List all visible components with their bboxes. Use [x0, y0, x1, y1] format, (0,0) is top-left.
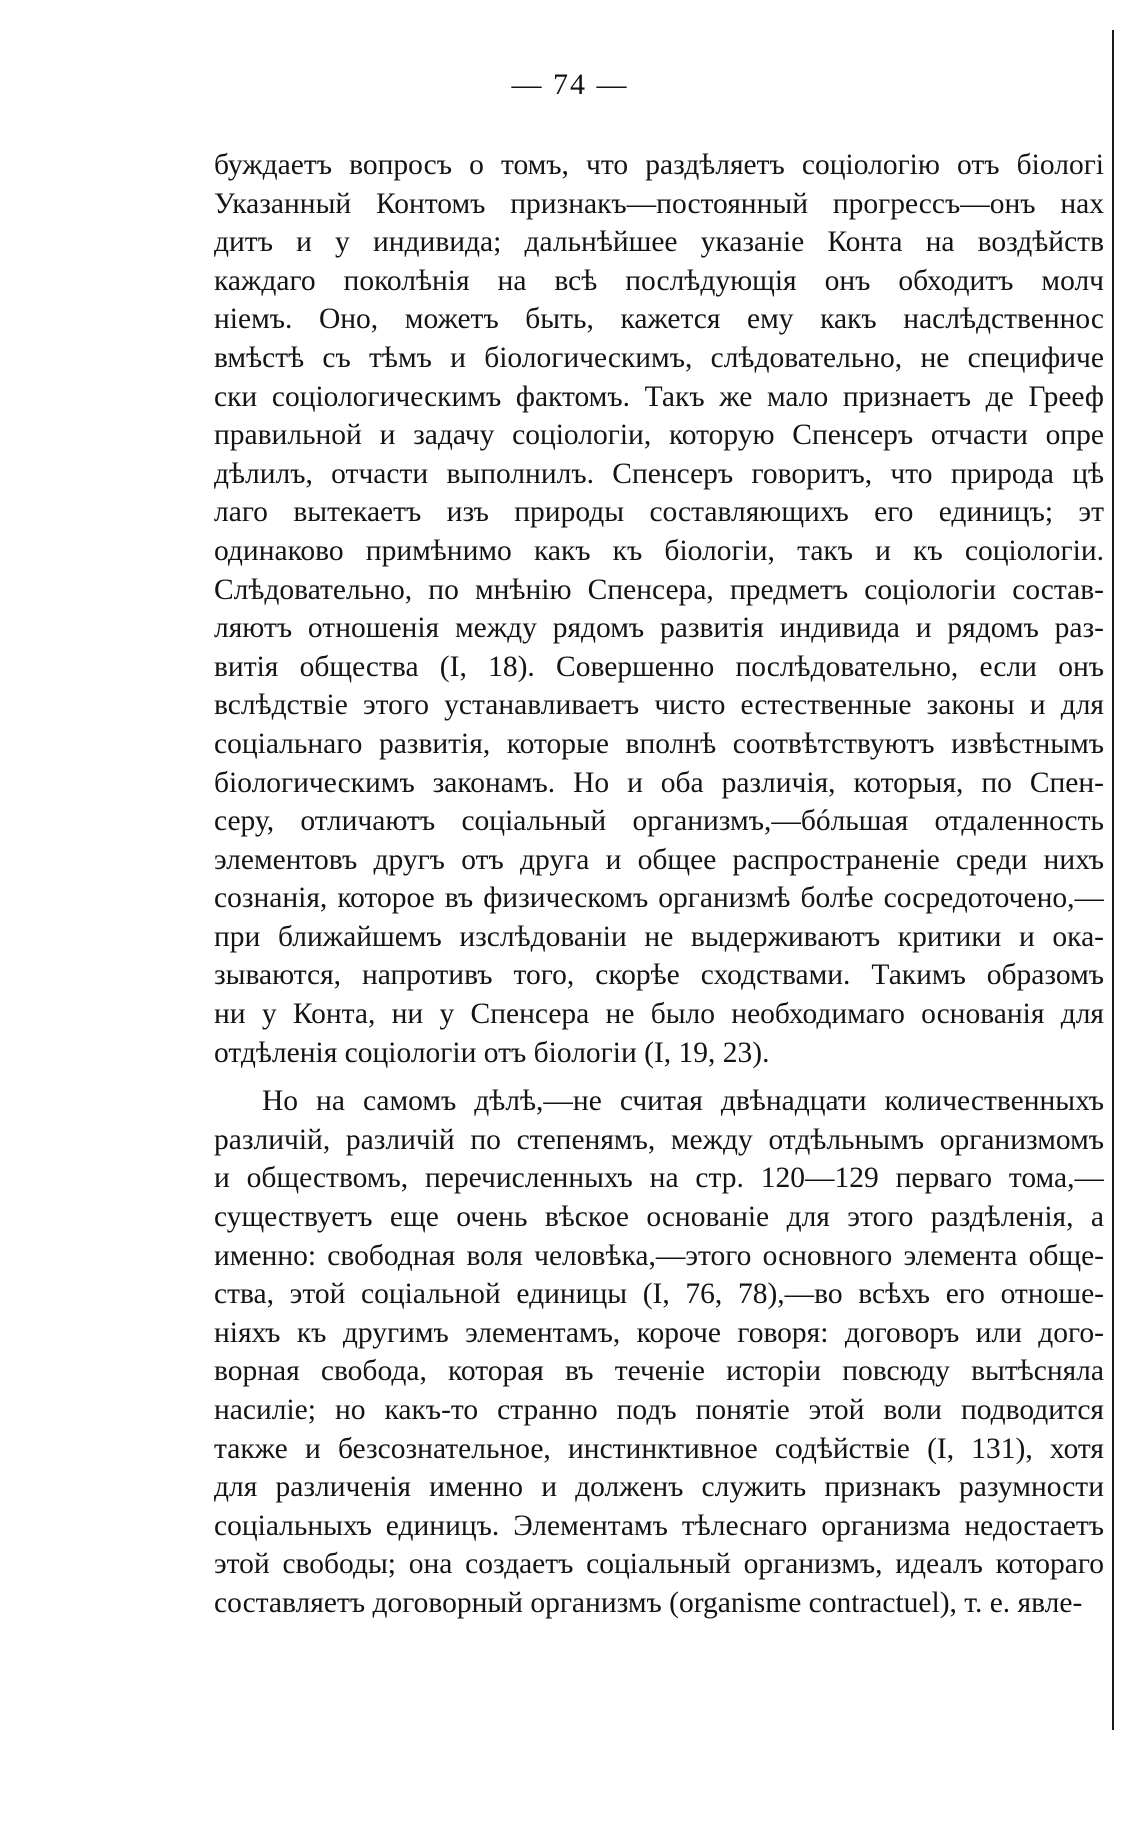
text-line: насиліе; но какъ-то странно подъ понятіе этой воли подводится — [214, 1394, 1104, 1426]
page-spine-edge — [1112, 30, 1114, 1730]
text-line: каждаго поколѣнія на всѣ послѣдующія онъ обходитъ молч — [214, 264, 1104, 297]
text-line: соціальнаго развитія, которые вполнѣ соотвѣтствуютъ извѣстнымъ — [214, 727, 1104, 760]
text-line: Но на самомъ дѣлѣ,—не считая двѣнадцати количественныхъ — [262, 1085, 1104, 1118]
text-line: ства, этой соціальной единицы (I, 76, 78),—во всѣхъ его отноше- — [214, 1278, 1104, 1311]
text-line: Указанный Контомъ признакъ—постоянный прогрессъ—онъ нах — [214, 187, 1104, 220]
text-line: дитъ и у индивида; дальнѣйшее указаніе Конта на воздѣйств — [214, 226, 1104, 259]
text-line: Слѣдовательно, по мнѣнію Спенсера, предметъ соціологіи состав- — [214, 573, 1104, 606]
text-line: ляютъ отношенія между рядомъ развитія индивида и рядомъ раз- — [214, 612, 1104, 645]
text-line: ніяхъ къ другимъ элементамъ, короче говоря: договоръ или дого- — [214, 1316, 1104, 1349]
text-line: лаго вытекаетъ изъ природы составляющихъ его единицъ; эт — [214, 496, 1104, 529]
page-number: — 74 — — [511, 68, 629, 101]
text-line: ворная свобода, которая въ теченіе исторіи повсюду вытѣсняла — [214, 1355, 1104, 1388]
text-line: существуетъ еще очень вѣское основаніе для этого раздѣленія, а — [214, 1201, 1104, 1234]
text-line: этой свободы; она создаетъ соціальный организмъ, идеалъ котораго — [214, 1548, 1104, 1581]
body-text — [214, 146, 1104, 1623]
text-line: и обществомъ, перечисленныхъ на стр. 120—129 перваго тома,— — [214, 1162, 1104, 1195]
text-line: также и безсознательное, инстинктивное содѣйствіе (I, 131), хотя — [214, 1432, 1104, 1465]
text-line: при ближайшемъ изслѣдованіи не выдерживаютъ критики и ока- — [214, 920, 1104, 953]
text-line: различій, различій по степенямъ, между отдѣльнымъ организмомъ — [214, 1123, 1104, 1156]
paragraph-2 — [214, 1082, 1104, 1622]
text-line: вмѣстѣ съ тѣмъ и біологическимъ, слѣдовательно, не специфиче — [214, 341, 1104, 374]
text-line: соціальныхъ единицъ. Элементамъ тѣлеснаго организма недостаетъ — [214, 1509, 1104, 1542]
text-line: правильной и задачу соціологіи, которую Спенсеръ отчасти опре — [214, 419, 1104, 452]
text-line: составляетъ договорный организмъ (organisme contractuel), т. е. явле- — [214, 1586, 1083, 1619]
text-line: ски соціологическимъ фактомъ. Такъ же мало признаетъ де Грееф — [214, 380, 1104, 413]
text-line: біологическимъ законамъ. Но и оба различія, которыя, по Спен- — [214, 766, 1104, 799]
text-line: дѣлилъ, отчасти выполнилъ. Спенсеръ говоритъ, что природа цѣ — [214, 457, 1104, 490]
text-line: витія общества (I, 18). Совершенно послѣдовательно, если онъ — [214, 650, 1104, 683]
paragraph-gap — [214, 1072, 1104, 1082]
text-line: ни у Конта, ни у Спенсера не было необходимаго основанія для — [214, 998, 1104, 1031]
text-line: зываются, напротивъ того, скорѣе сходствами. Такимъ образомъ — [214, 959, 1104, 992]
text-line: именно: свободная воля человѣка,—этого основного элемента обще- — [214, 1239, 1104, 1272]
text-line: вслѣдствіе этого устанавливаетъ чисто естественные законы и для — [214, 689, 1104, 722]
text-line: одинаково примѣнимо какъ къ біологіи, такъ и къ соціологіи. — [214, 534, 1104, 567]
text-line: для различенія именно и долженъ служить признакъ разумности — [214, 1471, 1104, 1504]
text-line: буждаетъ вопросъ о томъ, что раздѣляетъ соціологію отъ біологі — [214, 149, 1104, 181]
text-line: сознанія, которое въ физическомъ организмѣ болѣе сосредоточено,— — [214, 882, 1104, 915]
text-line: отдѣленія соціологіи отъ біологіи (I, 19, 23). — [214, 1036, 770, 1069]
text-line: серу, отличаютъ соціальный организмъ,—бóльшая отдаленность — [214, 805, 1104, 838]
text-line: ніемъ. Оно, можетъ быть, кажется ему какъ наслѣдственнос — [214, 303, 1104, 336]
paragraph-1 — [214, 146, 1104, 1072]
text-line: элементовъ другъ отъ друга и общее распространеніе среди нихъ — [214, 843, 1104, 876]
